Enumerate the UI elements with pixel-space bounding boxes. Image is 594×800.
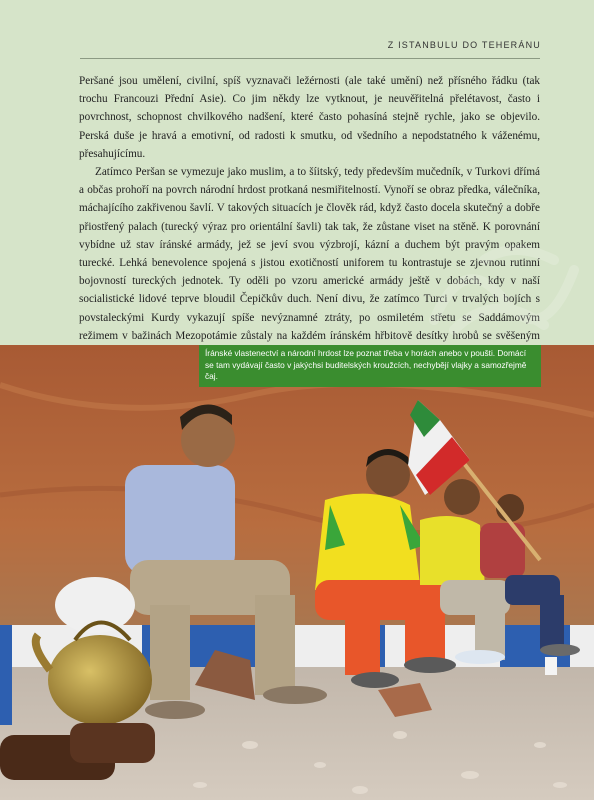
paragraph-2: Zatímco Peršan se vymezuje jako muslim, a to šíitský, tedy především mučedník, v Turkovi dřímá a občas prohoří na povrch národní hrdost protkaná nesmiřitelností. Vynoří se obraz předka, válečníka, máchajícího zakřivenou šavlí. V takových situacích je člověk rád, když často docela skutečný a dobře přiostřený palach (turecký výraz pro orientální šavli) tak tak, že zůstane viset na stěně. K porovnání vybídne už stav íránské armády, jež se jeví svou výzbrojí, kázní a duchem být pravým opakem turecké. Lehká benevolence spojená s jistou exotičností uniforem tu kontrastuje se zjevnou rutinní bojovností tureckých jednotek. Ty oděli po vzoru americké armády ještě v dobách, kdy v naší socialistické lidové teprve bloudil Čepičkův duch. Není divu, že zatímco Turci v trvalých bojích s povstaleckými Kurdy vykazují spíše nevýznamné ztráty, po osmiletém střetu se Saddámovým režimem v bažinách Mezopotámie zůstaly na každém íránském hřbitově desítky hrobů se svěšeným [79, 166, 540, 342]
header-rule [80, 58, 540, 59]
photo-illustration [0, 345, 594, 800]
photo-caption: Íránské vlastenectví a národní hrdost lze poznat třeba v horách anebo v poušti. Domácí se tam vydávají často v jakýchsi buditelských kroužcích, nechybějí vlajky a samozřejmě čaj. [199, 345, 541, 387]
photo-people-on-curb [0, 345, 594, 800]
paragraph-1: Peršané jsou umělení, civilní, spíš vyznavači ležérnosti (ale také umění) než přísného řádku (tak trochu Francouzi Přední Asie). Co jim někdy lze vytknout, je neuvěřitelná přelétavost, často i povrchnost, schopnost chvilkového nadšení, které často pohasíná stejně rychle, jako se objevilo. Perská duše je hravá a emotivní, od radosti k smutku, od všedního a nepodstatného k váženému, přesahujícímu. [79, 75, 540, 160]
calligraphy-watermark [424, 230, 594, 350]
running-head: Z ISTANBULU DO TEHERÁNU [387, 40, 541, 50]
tea-cup [545, 657, 557, 675]
